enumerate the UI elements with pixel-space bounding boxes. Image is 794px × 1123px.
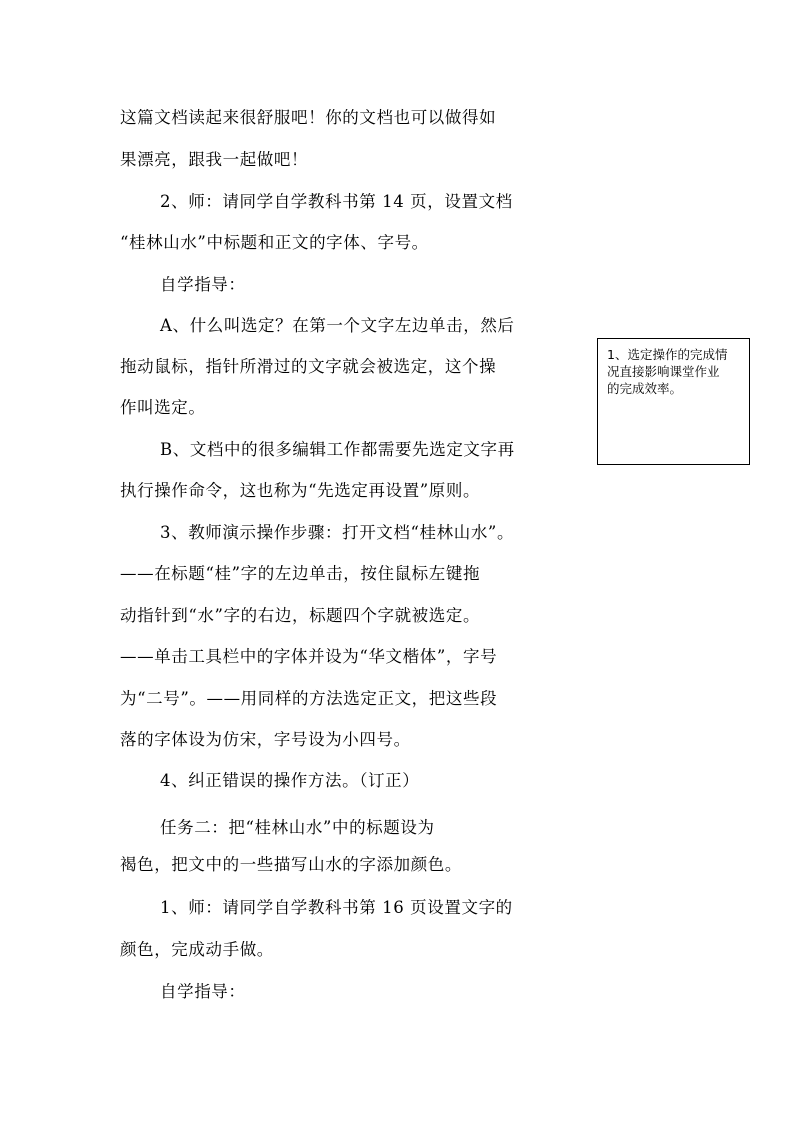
paragraph-line: 动指针到“水”字的右边，标题四个字就被选定。 [120, 606, 481, 625]
paragraph-line: 2、师：请同学自学教科书第 14 页，设置文档 [160, 192, 513, 211]
comment-line: 1、选定操作的完成情 [607, 347, 728, 362]
comment-line: 况直接影响课堂作业 [607, 364, 720, 379]
margin-comment-box [597, 338, 750, 465]
paragraph-line: ——单击工具栏中的字体并设为“华文楷体”，字号 [120, 647, 498, 666]
section-heading: 自学指导： [160, 982, 246, 1001]
paragraph-line: “桂林山水”中标题和正文的字体、字号。 [120, 233, 429, 252]
paragraph-line: 作叫选定。 [120, 398, 206, 417]
paragraph-line: ——在标题“桂”字的左边单击，按住鼠标左键拖 [120, 564, 481, 583]
paragraph-line: 为“二号”。——用同样的方法选定正文，把这些段 [120, 689, 498, 708]
paragraph-line: A、什么叫选定？在第一个文字左边单击，然后 [160, 316, 515, 335]
paragraph-line: 1、师：请同学自学教科书第 16 页设置文字的 [160, 898, 513, 917]
paragraph-line: 落的字体设为仿宋，字号设为小四号。 [120, 730, 411, 749]
paragraph-line: 拖动鼠标，指针所滑过的文字就会被选定，这个操 [120, 357, 497, 376]
paragraph-line: 果漂亮，跟我一起做吧！ [120, 150, 309, 169]
paragraph-line: 颜色，完成动手做。 [120, 940, 274, 959]
paragraph-line: B、文档中的很多编辑工作都需要先选定文字再 [160, 440, 515, 459]
paragraph-line: 褐色，把文中的一些描写山水的字添加颜色。 [120, 855, 462, 874]
comment-line: 的完成效率。 [607, 381, 683, 396]
paragraph-line: 这篇文档读起来很舒服吧！你的文档也可以做得如 [120, 108, 497, 127]
paragraph-line: 3、教师演示操作步骤：打开文档“桂林山水”。 [160, 523, 515, 542]
paragraph-line: 4、纠正错误的操作方法。（订正） [160, 771, 420, 790]
section-heading: 自学指导： [160, 275, 246, 294]
paragraph-line: 执行操作命令，这也称为“先选定再设置”原则。 [120, 481, 481, 500]
paragraph-line: 任务二：把“桂林山水”中的标题设为 [160, 818, 435, 837]
